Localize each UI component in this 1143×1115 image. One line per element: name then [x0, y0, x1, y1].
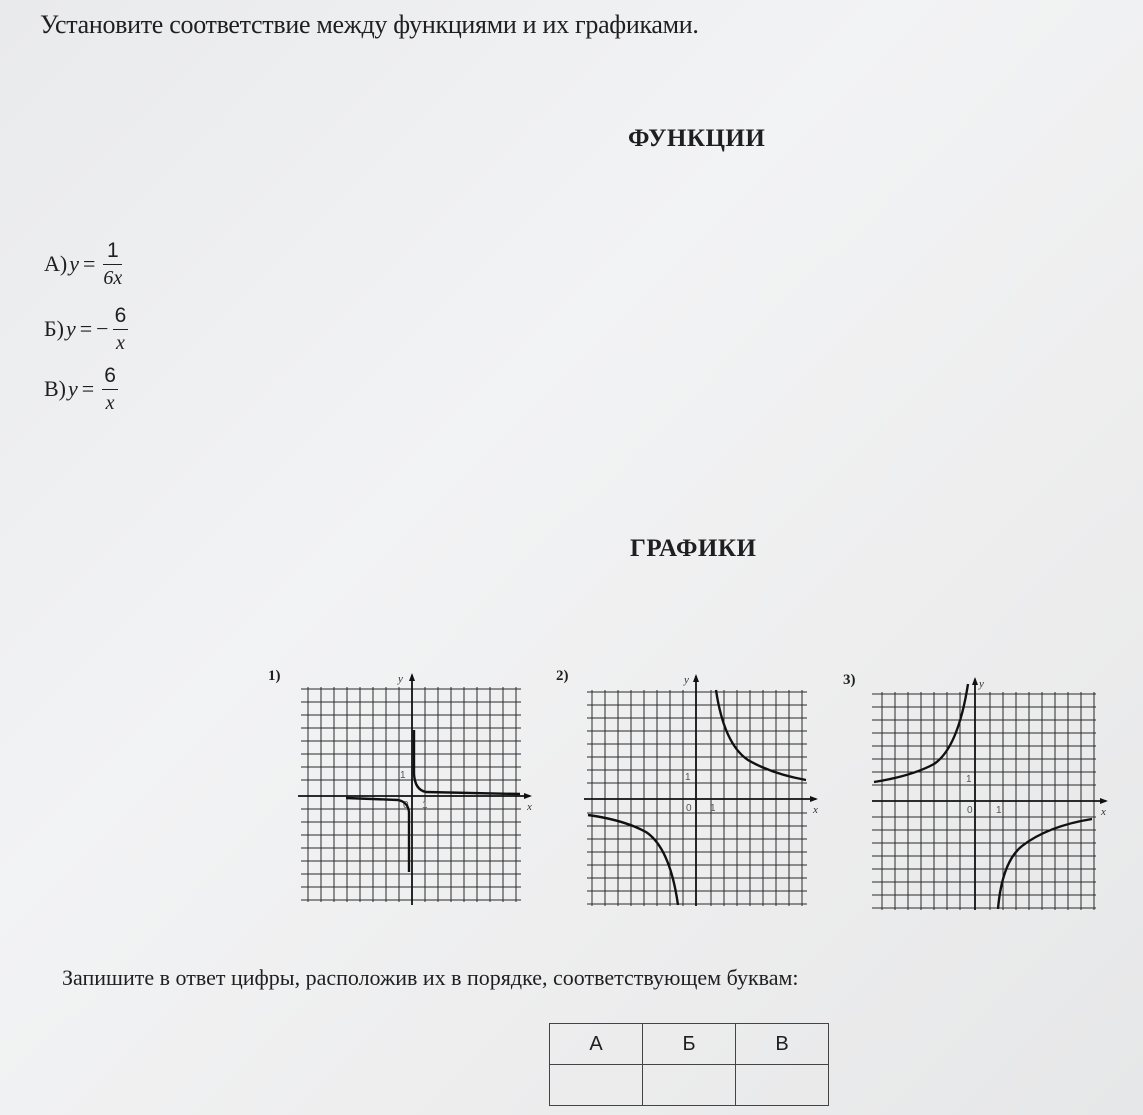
x-axis-label: x: [1101, 806, 1106, 818]
function-eq: =: [82, 251, 96, 276]
fraction-denominator: x: [105, 392, 115, 414]
unit-x-label: 1: [710, 803, 716, 814]
graph-2[interactable]: [584, 672, 820, 908]
x-axis-label: x: [527, 801, 532, 813]
answer-prompt: Запишите в ответ цифры, расположив их в порядке, соответствующем буквам:: [62, 965, 799, 990]
fraction-numerator: 1: [107, 239, 119, 262]
function-lhs: y: [68, 376, 78, 401]
function-eq: =: [81, 376, 95, 401]
function-fraction: [113, 305, 129, 353]
graph-1[interactable]: [298, 672, 534, 908]
graph-2-number: 2): [556, 668, 569, 684]
functions-title: ФУНКЦИИ: [628, 125, 766, 152]
y-axis-label: y: [398, 673, 403, 685]
unit-x-label: 1: [996, 805, 1002, 816]
function-a: [44, 240, 122, 288]
function-label: А): [44, 251, 68, 276]
answer-header-a: А: [550, 1024, 643, 1065]
curve-quadrant-1: [716, 690, 806, 780]
origin-label: 0: [403, 800, 409, 811]
graph-3[interactable]: [872, 676, 1110, 912]
x-axis-label: x: [813, 804, 818, 816]
answer-header-b: Б: [643, 1024, 736, 1065]
graphs-title: ГРАФИКИ: [630, 535, 757, 562]
fraction-numerator: 6: [104, 364, 116, 387]
y-axis-label: y: [979, 678, 984, 690]
function-lhs: y: [65, 316, 76, 341]
fraction-denominator: 6x: [103, 267, 123, 289]
function-v: [44, 365, 118, 413]
function-label: В): [44, 376, 66, 401]
curve-quadrant-1: [414, 730, 520, 794]
graph-1-number: 1): [268, 668, 281, 684]
answer-table-header-row: [550, 1024, 829, 1065]
unit-y-label: 1: [400, 770, 406, 781]
function-lhs: y: [69, 251, 79, 276]
answer-header-v: В: [736, 1024, 829, 1065]
function-label: Б): [44, 316, 64, 341]
graph-3-number: 3): [843, 672, 856, 688]
origin-label: 0: [967, 805, 973, 816]
unit-y-label: 1: [966, 774, 972, 785]
origin-label: 0: [686, 803, 692, 814]
function-eq: =: [79, 316, 93, 341]
function-sign: −: [96, 316, 109, 341]
answer-cell-b[interactable]: [643, 1065, 736, 1106]
answer-cell-a[interactable]: [550, 1065, 643, 1106]
function-b: [44, 305, 128, 353]
unit-x-label: 1: [422, 800, 428, 811]
answer-table: [549, 1023, 829, 1106]
instruction-text: Установите соответствие между функциями и их графиками.: [40, 10, 699, 39]
unit-y-label: 1: [685, 772, 691, 783]
fraction-denominator: x: [115, 332, 125, 354]
answer-cell-v[interactable]: [736, 1065, 829, 1106]
answer-table-value-row: [550, 1065, 829, 1106]
function-fraction: [102, 365, 118, 413]
y-axis-label: y: [684, 674, 689, 686]
fraction-numerator: 6: [114, 304, 127, 327]
function-fraction: [103, 240, 122, 288]
